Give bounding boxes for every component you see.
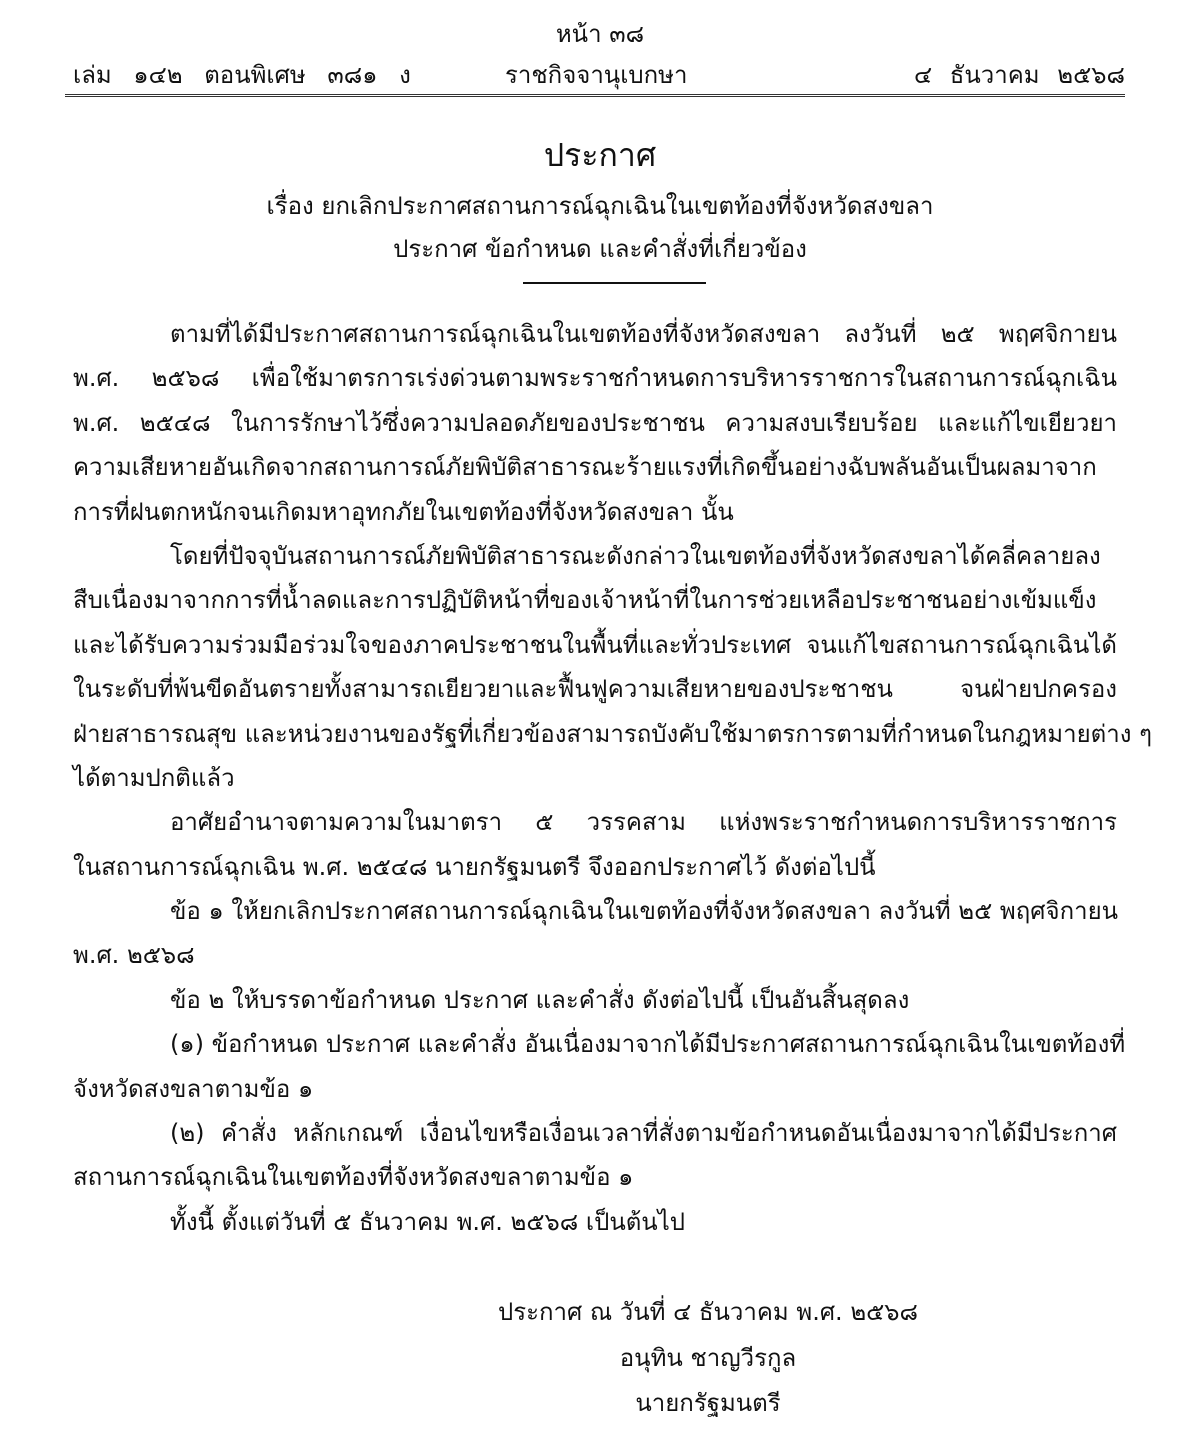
body-line: และได้รับความร่วมมือร่วมใจของภาคประชาชนในพื้นที่และทั่วประเทศ จนแก้ไขสถานการณ์ฉุกเฉินได้	[73, 630, 1117, 659]
body-line: ได้ตามปกติแล้ว	[73, 763, 235, 792]
document-body	[73, 314, 1152, 1246]
body-line: ข้อ ๑ ให้ยกเลิกประกาศสถานการณ์ฉุกเฉินในเขตท้องที่จังหวัดสงขลา ลงวันที่ ๒๕ พฤศจิกายน	[170, 897, 1119, 926]
body-line: ข้อ ๒ ให้บรรดาข้อกำหนด ประกาศ และคำสั่ง ดังต่อไปนี้ เป็นอันสิ้นสุดลง	[170, 985, 910, 1014]
body-line: (๑) ข้อกำหนด ประกาศ และคำสั่ง อันเนื่องมาจากได้มีประกาศสถานการณ์ฉุกเฉินในเขตท้องที่	[170, 1030, 1126, 1059]
document-title: ประกาศ	[543, 136, 657, 174]
subject-line-1: เรื่อง ยกเลิกประกาศสถานการณ์ฉุกเฉินในเขตท้องที่จังหวัดสงขลา	[266, 192, 934, 220]
signatory-position: นายกรัฐมนตรี	[635, 1389, 781, 1417]
gazette-name: ราชกิจจานุเบกษา	[505, 61, 688, 89]
body-line: โดยที่ปัจจุบันสถานการณ์ภัยพิบัติสาธารณะดังกล่าวในเขตท้องที่จังหวัดสงขลาได้คลี่คลายลง	[170, 541, 1101, 570]
body-line: จังหวัดสงขลาตามข้อ ๑	[73, 1074, 314, 1103]
signature-date: ประกาศ ณ วันที่ ๔ ธันวาคม พ.ศ. ๒๕๖๘	[497, 1298, 919, 1326]
body-line: พ.ศ. ๒๕๖๘ เพื่อใช้มาตรการเร่งด่วนตามพระราชกำหนดการบริหารราชการในสถานการณ์ฉุกเฉิน	[73, 364, 1117, 393]
body-line: สถานการณ์ฉุกเฉินในเขตท้องที่จังหวัดสงขลาตามข้อ ๑	[73, 1163, 634, 1192]
body-line: ตามที่ได้มีประกาศสถานการณ์ฉุกเฉินในเขตท้องที่จังหวัดสงขลา ลงวันที่ ๒๕ พฤศจิกายน	[170, 320, 1117, 348]
subject-line-2: ประกาศ ข้อกำหนด และคำสั่งที่เกี่ยวข้อง	[393, 235, 807, 263]
body-line: ในระดับที่พ้นขีดอันตรายทั้งสามารถเยียวยาและฟื้นฟูความเสียหายของประชาชน จนฝ่ายปกครอง	[73, 675, 1117, 704]
page-number: หน้า ๓๘	[555, 20, 645, 48]
body-line: ความเสียหายอันเกิดจากสถานการณ์ภัยพิบัติสาธารณะร้ายแรงที่เกิดขึ้นอย่างฉับพลันอันเป็นผลมาจาก	[73, 453, 1097, 482]
body-line: การที่ฝนตกหนักจนเกิดมหาอุทกภัยในเขตท้องที่จังหวัดสงขลา นั้น	[73, 497, 734, 526]
body-line: พ.ศ. ๒๕๔๘ ในการรักษาไว้ซึ่งความปลอดภัยของประชาชน ความสงบเรียบร้อย และแก้ไขเยียวยา	[73, 408, 1117, 437]
body-line: พ.ศ. ๒๕๖๘	[73, 941, 195, 970]
title-divider	[523, 282, 706, 284]
body-line: ฝ่ายสาธารณสุข และหน่วยงานของรัฐที่เกี่ยวข้องสามารถบังคับใช้มาตรการตามที่กำหนดในกฎหมายต่าง ๆ	[73, 719, 1152, 748]
signatory-name: อนุทิน ชาญวีรกูล	[619, 1344, 797, 1372]
header-date: ๔ ธันวาคม ๒๕๖๘	[913, 61, 1125, 89]
volume-issue: เล่ม ๑๔๒ ตอนพิเศษ ๓๘๑ ง	[73, 61, 411, 89]
body-line: ในสถานการณ์ฉุกเฉิน พ.ศ. ๒๕๔๘ นายกรัฐมนตรี จึงออกประกาศไว้ ดังต่อไปนี้	[73, 852, 876, 881]
body-line: ทั้งนี้ ตั้งแต่วันที่ ๕ ธันวาคม พ.ศ. ๒๕๖๘ เป็นต้นไป	[170, 1207, 686, 1236]
header-double-rule	[65, 94, 1125, 97]
body-line: อาศัยอำนาจตามความในมาตรา ๕ วรรคสาม แห่งพระราชกำหนดการบริหารราชการ	[170, 808, 1117, 837]
body-line: สืบเนื่องมาจากการที่น้ำลดและการปฏิบัติหน้าที่ของเจ้าหน้าที่ในการช่วยเหลือประชาชนอย่างเข้มแข็ง	[73, 586, 1097, 615]
body-line: (๒) คำสั่ง หลักเกณฑ์ เงื่อนไขหรือเงื่อนเวลาที่สั่งตามข้อกำหนดอันเนื่องมาจากได้มีประกาศ	[170, 1119, 1117, 1148]
